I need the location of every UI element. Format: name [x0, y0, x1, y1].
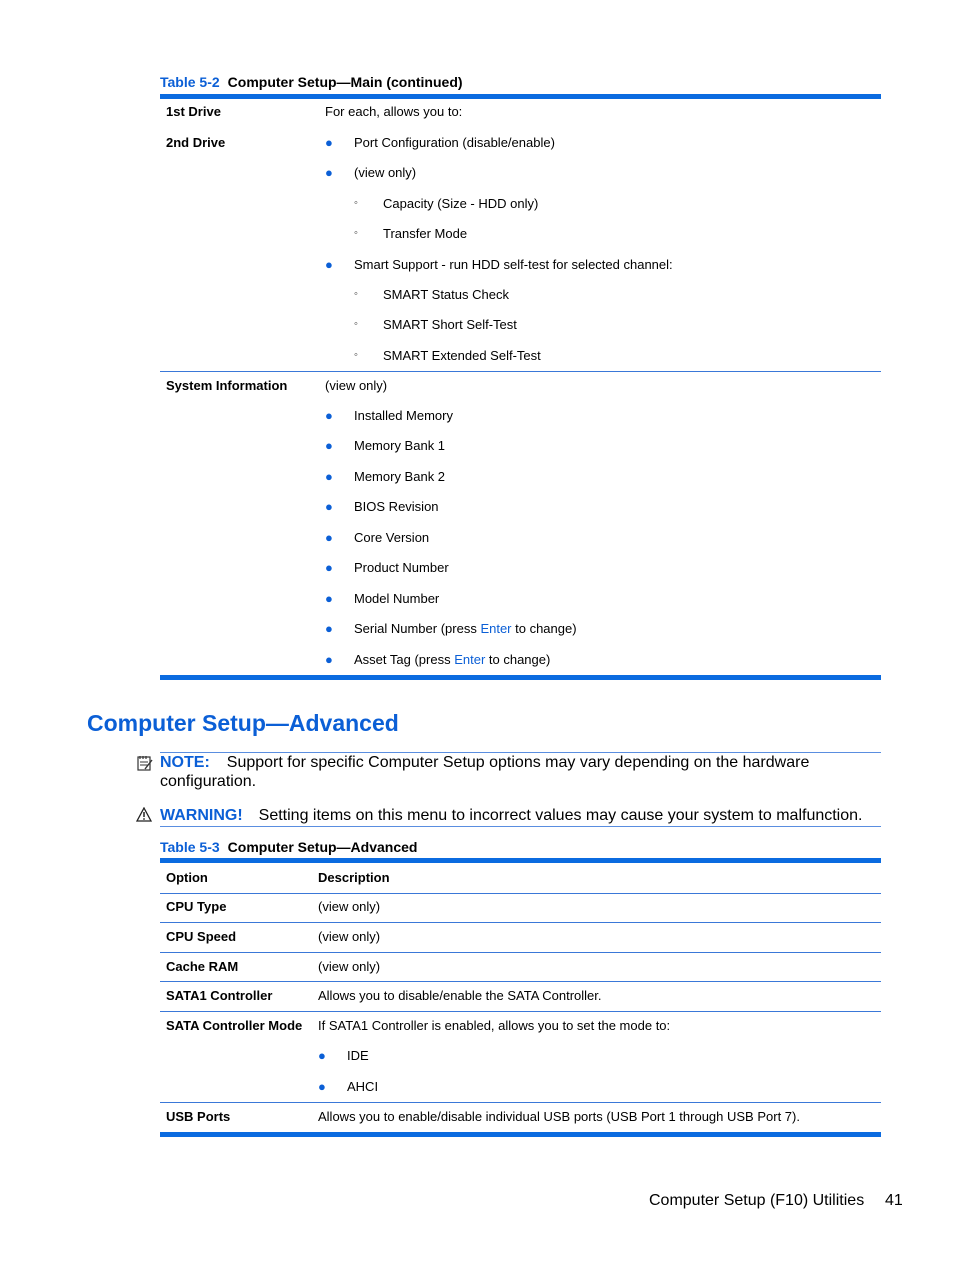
row-divider: [160, 371, 881, 372]
bullet-icon: ●: [325, 621, 333, 636]
table-row-option: SATA1 Controller: [166, 988, 273, 1003]
row-intro: (view only): [325, 378, 388, 393]
note-line-2: configuration.: [160, 773, 257, 790]
bullet-icon: ●: [325, 469, 333, 484]
list-item-serial-number: [354, 621, 577, 636]
note-line-1: [160, 753, 809, 772]
bullet-icon: ●: [325, 499, 333, 514]
table-row-option: USB Ports: [166, 1109, 231, 1124]
note-label: NOTE:: [160, 754, 210, 771]
row-divider: [160, 952, 881, 953]
table-row-option: CPU Speed: [166, 929, 237, 944]
bullet-icon: ●: [325, 257, 333, 272]
table-top-rule: [160, 858, 881, 863]
row-divider: [160, 893, 881, 894]
note-pad-icon: [136, 754, 154, 772]
footer-title: Computer Setup (F10) Utilities: [649, 1192, 865, 1209]
row-label-1st-drive: 1st Drive: [166, 104, 221, 119]
row-divider: [160, 1102, 881, 1103]
bullet-icon: ●: [325, 530, 333, 545]
table-row-option: SATA Controller Mode: [166, 1018, 303, 1033]
table-bottom-rule: [160, 1132, 881, 1137]
list-item-asset-tag: [354, 652, 550, 667]
list-item: Memory Bank 1: [354, 438, 446, 453]
column-header-option: Option: [166, 870, 208, 885]
list-item: Memory Bank 2: [354, 469, 446, 484]
column-header-description: Description: [318, 870, 390, 885]
row-label-2nd-drive: 2nd Drive: [166, 135, 226, 150]
asset-text-post: to change): [485, 652, 551, 667]
table-row-description: Allows you to enable/disable individual USB ports (USB Port 1 through USB Port 7).: [318, 1109, 800, 1124]
sub-list-item: SMART Status Check: [383, 287, 509, 302]
bullet-icon: ●: [325, 135, 333, 150]
sub-bullet-icon: ◦: [354, 349, 358, 361]
sub-bullet-icon: ◦: [354, 318, 358, 330]
list-item: Core Version: [354, 530, 430, 545]
note-text: Support for specific Computer Setup options may vary depending on the hardware: [226, 754, 810, 771]
enter-key-label: Enter: [454, 652, 486, 667]
list-item: IDE: [347, 1048, 369, 1063]
table-row-description: If SATA1 Controller is enabled, allows you to set the mode to:: [318, 1018, 671, 1033]
list-item: Smart Support - run HDD self-test for selected channel:: [354, 257, 673, 272]
table-row-description: (view only): [318, 899, 381, 914]
list-item: BIOS Revision: [354, 499, 439, 514]
bullet-icon: ●: [325, 438, 333, 453]
table-row-option: Cache RAM: [166, 959, 239, 974]
sub-list-item: SMART Short Self-Test: [383, 317, 517, 332]
list-item: Product Number: [354, 560, 449, 575]
bullet-icon: ●: [325, 560, 333, 575]
warning-text: Setting items on this menu to incorrect values may cause your system to malfunction.: [258, 807, 863, 824]
bullet-icon: ●: [318, 1079, 326, 1094]
row-divider: [160, 922, 881, 923]
table-row-description: (view only): [318, 959, 381, 974]
table-number: Table 5-2: [160, 74, 220, 90]
table-top-rule: [160, 94, 881, 99]
row-divider: [160, 1011, 881, 1012]
bullet-icon: ●: [325, 408, 333, 423]
warning-bottom-rule: [160, 826, 881, 827]
sub-bullet-icon: ◦: [354, 227, 358, 239]
serial-text-post: to change): [511, 621, 577, 636]
table-caption: [160, 839, 417, 855]
bullet-icon: ●: [325, 591, 333, 606]
table-caption: [160, 74, 463, 90]
table-title: Computer Setup—Main (continued): [227, 74, 463, 90]
section-heading: Computer Setup—Advanced: [87, 710, 399, 736]
row-divider: [160, 981, 881, 982]
table-row-description: Allows you to disable/enable the SATA Controller.: [318, 988, 602, 1003]
asset-text-pre: Asset Tag (press: [354, 652, 455, 667]
warning-label: WARNING!: [160, 807, 243, 824]
table-bottom-rule: [160, 675, 881, 680]
bullet-icon: ●: [325, 165, 333, 180]
list-item: AHCI: [347, 1079, 379, 1094]
row-label-system-information: System Information: [166, 378, 288, 393]
list-item: Installed Memory: [354, 408, 453, 423]
bullet-icon: ●: [318, 1048, 326, 1063]
sub-list-item: Capacity (Size - HDD only): [383, 196, 539, 211]
bullet-icon: ●: [325, 652, 333, 667]
serial-text-pre: Serial Number (press: [354, 621, 481, 636]
row-intro: For each, allows you to:: [325, 104, 463, 119]
sub-list-item: SMART Extended Self-Test: [383, 348, 541, 363]
warning-triangle-icon: [136, 807, 152, 822]
sub-bullet-icon: ◦: [354, 197, 358, 209]
enter-key-label: Enter: [480, 621, 512, 636]
warning-line: [160, 806, 862, 825]
sub-bullet-icon: ◦: [354, 288, 358, 300]
table-row-description: (view only): [318, 929, 381, 944]
list-item: Model Number: [354, 591, 440, 606]
list-item: (view only): [354, 165, 417, 180]
table-title: Computer Setup—Advanced: [227, 839, 418, 855]
list-item: Port Configuration (disable/enable): [354, 135, 555, 150]
table-number: Table 5-3: [160, 839, 220, 855]
sub-list-item: Transfer Mode: [383, 226, 468, 241]
page-number: 41: [885, 1192, 903, 1209]
table-row-option: CPU Type: [166, 899, 227, 914]
